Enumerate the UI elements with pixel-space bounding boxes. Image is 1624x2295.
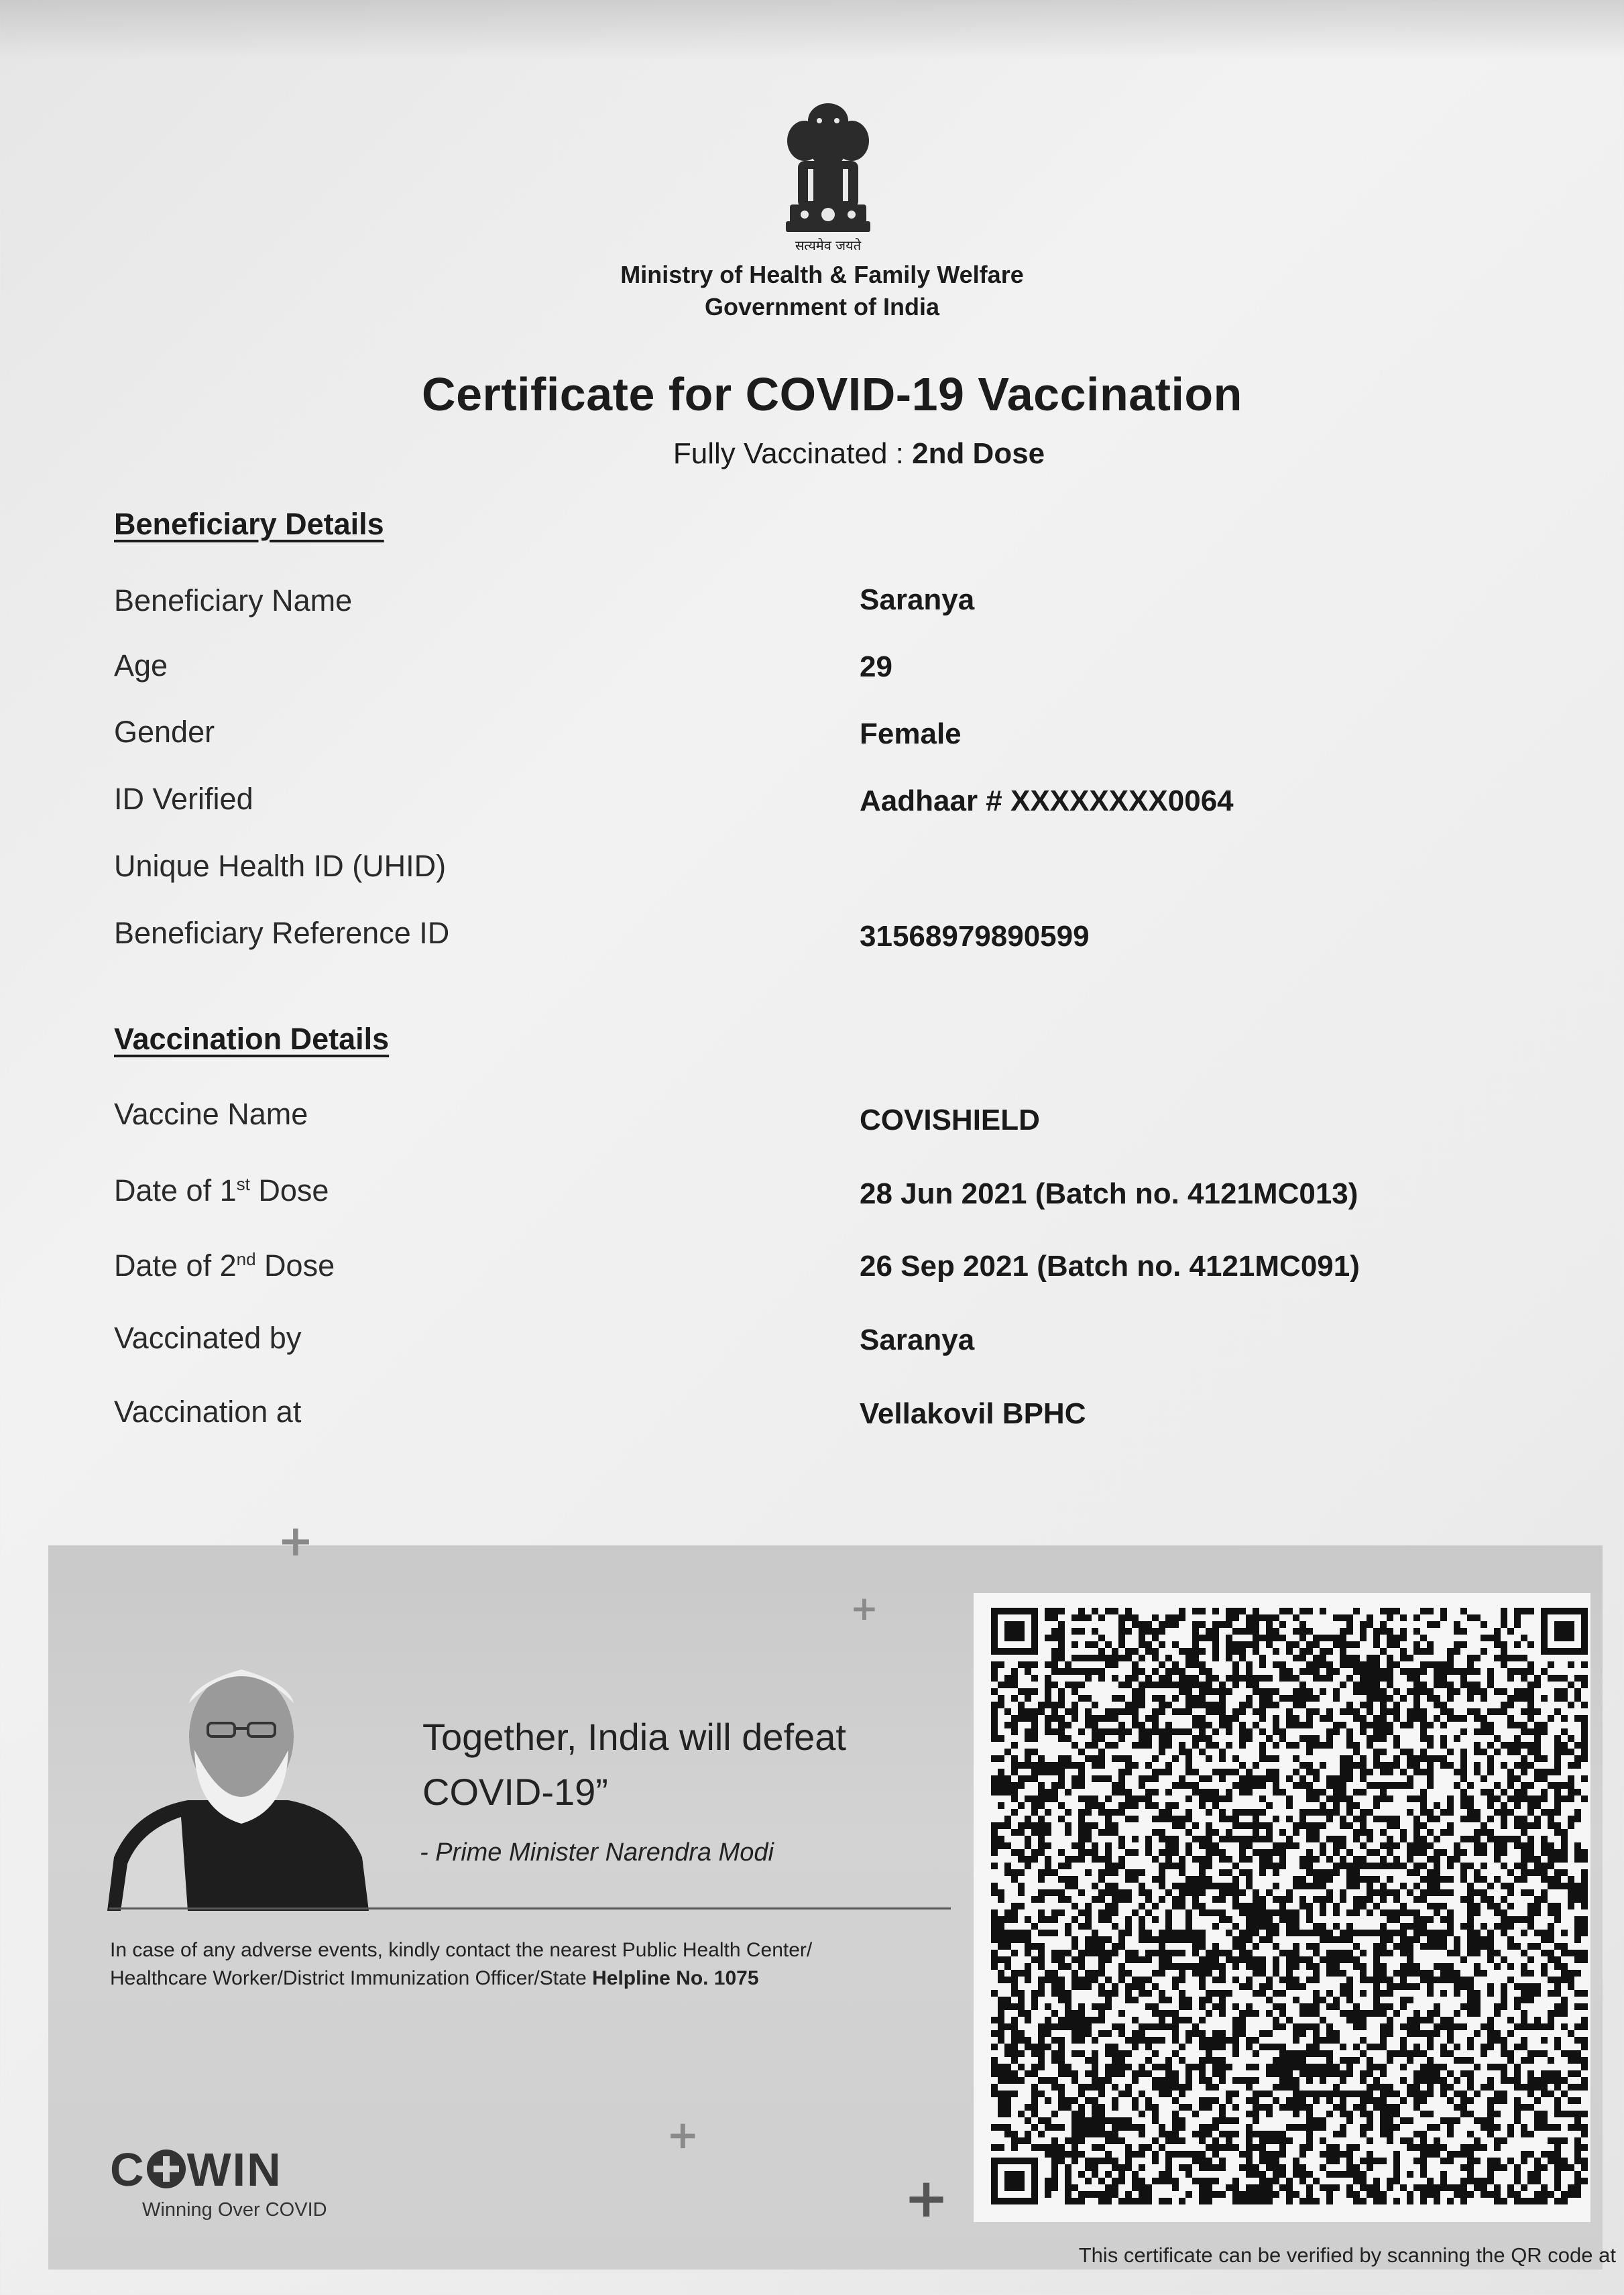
dose2-label-sup: nd	[236, 1249, 256, 1269]
id-verified-label: ID Verified	[114, 782, 253, 816]
dose2-label-post: Dose	[255, 1248, 335, 1283]
vaccination-at-value: Vellakovil BPHC	[860, 1397, 1086, 1430]
age-value: 29	[860, 650, 892, 683]
banner-divider	[109, 1907, 951, 1909]
quote-line2: COVID-19”	[422, 1771, 608, 1813]
beneficiary-name-label: Beneficiary Name	[114, 583, 353, 617]
id-verified-value: Aadhaar # XXXXXXXX0064	[860, 784, 1234, 817]
uhid-label: Unique Health ID (UHID)	[114, 849, 447, 883]
verification-qr-code	[991, 1608, 1588, 2204]
dose1-label-post: Dose	[249, 1173, 329, 1208]
cowin-tagline: Winning Over COVID	[142, 2199, 327, 2221]
dose1-label-pre: Date of 1	[114, 1173, 237, 1208]
helpline-line1: In case of any adverse events, kindly contact the nearest Public Health Center/	[110, 1939, 813, 1961]
helpline-number: Helpline No. 1075	[592, 1967, 759, 1989]
cowin-logo	[110, 2143, 282, 2196]
vaccination-details-heading: Vaccination Details	[114, 1022, 390, 1056]
reference-id-label: Beneficiary Reference ID	[114, 916, 450, 950]
helpline-line2	[110, 1964, 982, 1993]
vaccinated-by-value: Saranya	[860, 1323, 975, 1356]
dose1-label-sup: st	[236, 1174, 250, 1194]
dose2-label-pre: Date of 2	[114, 1248, 237, 1283]
medical-cross-icon	[147, 2150, 186, 2188]
vaccine-name-value: COVISHIELD	[860, 1104, 1040, 1136]
adverse-events-helpline	[110, 1936, 982, 1993]
beneficiary-details-heading: Beneficiary Details	[114, 507, 384, 541]
paper-top-shadow	[0, 0, 1624, 60]
plus-decoration-icon: +	[666, 2112, 699, 2158]
vaccination-at-label: Vaccination at	[114, 1395, 302, 1429]
status-value: 2nd Dose	[912, 437, 1045, 470]
emblem-motto: सत्यमेव जयते	[795, 237, 862, 253]
ministry-name: Ministry of Health & Family Welfare	[620, 261, 1024, 288]
quote-attribution: - Prime Minister Narendra Modi	[420, 1838, 774, 1867]
vaccinated-by-label: Vaccinated by	[114, 1321, 302, 1355]
age-label: Age	[114, 648, 168, 683]
dose1-date-label	[114, 1173, 329, 1208]
gender-label: Gender	[114, 715, 215, 749]
cowin-logo-win: WIN	[186, 2143, 282, 2196]
gender-value: Female	[860, 717, 962, 750]
national-emblem-icon	[778, 94, 878, 255]
issuing-authority	[0, 259, 1624, 323]
dose1-date-value: 28 Jun 2021 (Batch no. 4121MC013)	[860, 1177, 1358, 1210]
dose2-date-value: 26 Sep 2021 (Batch no. 4121MC091)	[860, 1250, 1360, 1283]
vaccine-name-label: Vaccine Name	[114, 1097, 308, 1131]
vaccination-status	[47, 437, 1624, 471]
status-label: Fully Vaccinated :	[673, 437, 913, 470]
plus-decoration-icon: +	[850, 1589, 878, 1628]
government-name: Government of India	[704, 293, 940, 320]
plus-decoration-icon: +	[904, 2167, 949, 2229]
helpline-line2-text: Healthcare Worker/District Immunization Officer/State	[110, 1967, 593, 1989]
certificate-title: Certificate for COVID-19 Vaccination	[422, 368, 1242, 420]
quote-line1: Together, India will defeat	[422, 1716, 846, 1758]
prime-minister-portrait	[107, 1656, 369, 1911]
dose2-date-label	[114, 1248, 335, 1283]
beneficiary-name-value: Saranya	[860, 583, 975, 616]
pm-quote	[422, 1710, 959, 1820]
cowin-logo-c: C	[110, 2143, 146, 2196]
plus-decoration-icon: +	[278, 1517, 314, 1566]
reference-id-value: 31568979890599	[860, 920, 1090, 953]
verification-note: This certificate can be verified by scanning the QR code at	[1078, 2243, 1616, 2267]
